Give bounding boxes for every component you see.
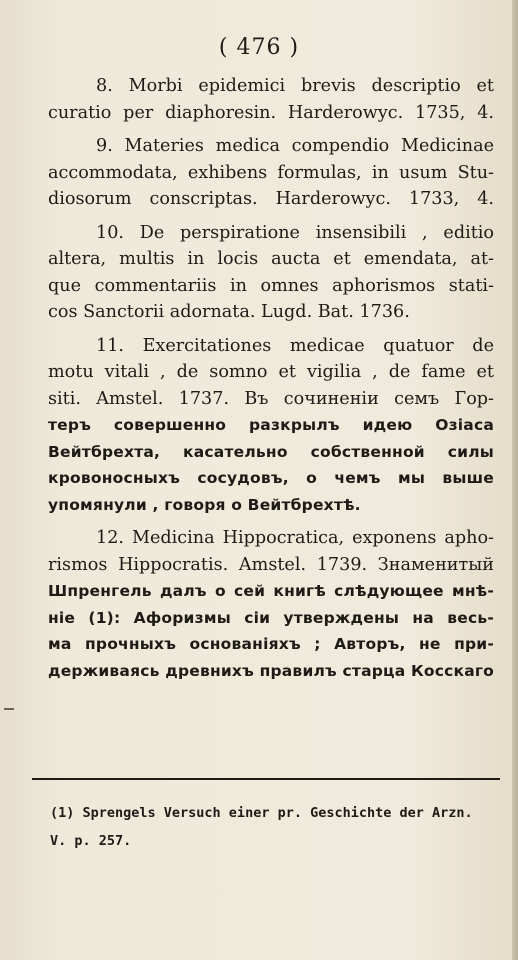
margin-mark [4, 708, 14, 710]
text-line: держиваясь древнихъ правилъ старца Косскаго [48, 661, 494, 680]
text-line: 9. Materies medica compendio Medicinae [96, 136, 494, 156]
text-line: Шпренгель далъ о сей книгѣ слѣдующее мнѣ- [48, 582, 494, 600]
text-line: кровоносныхъ сосудовъ, о чемъ мы выше [48, 469, 494, 487]
text-line: Вейтбрехта, касательно собственной силы [48, 442, 494, 461]
bibliography-entry-11 [48, 333, 494, 519]
text-line: 11. Exercitationes medicae quatuor de [96, 335, 494, 356]
text-line: que commentariis in omnes aphorismos stati- [48, 275, 494, 296]
text-line: rismos Hippocratis. Amstel. 1739. Знаменитый [48, 554, 494, 575]
footnote-line: V. p. 257. [50, 833, 132, 849]
text-line: упомянули , говоря о Вейтбрехтѣ. [48, 495, 361, 514]
bibliography-entry-12 [48, 525, 494, 684]
text-line: motu vitali , de somno et vigilia , de fame et [48, 362, 494, 382]
text-line: curatio per diaphoresin. Harderowyc. 1735, 4. [48, 102, 494, 123]
page-body [48, 73, 494, 684]
bibliography-entry-8 [48, 73, 494, 126]
text-line: 8. Morbi epidemici brevis descriptio et [96, 76, 494, 96]
text-line: ма прочныхъ основаніяхъ ; Авторъ, не при- [48, 635, 494, 653]
text-line: diosorum conscriptas. Harderowyc. 1733, 4. [48, 189, 494, 209]
bibliography-entry-9 [48, 133, 494, 213]
text-line: cos Sanctorii adornata. Lugd. Bat. 1736. [48, 302, 410, 322]
text-line: ніе (1): Афоризмы сіи утверждены на весь- [48, 608, 494, 627]
text-line: siti. Amstel. 1737. Въ сочиненіи семъ Гор- [48, 388, 494, 409]
text-line: accommodata, exhibens formulas, in usum Stu- [48, 162, 494, 183]
text-line: теръ совершенно разкрылъ идею Озіаса [48, 416, 494, 434]
text-line: altera, multis in locis aucta et emendata, at- [48, 249, 494, 269]
page-edge [512, 0, 518, 960]
text-line: 10. De perspiratione insensibili , editio [96, 222, 494, 243]
bibliography-entry-10 [48, 220, 494, 326]
footnote [50, 799, 490, 855]
footnote-divider [32, 778, 500, 780]
text-line: 12. Medicina Hippocratica, exponens apho- [96, 528, 494, 548]
footnote-line: (1) Sprengels Versuch einer pr. Geschichte der Arzn. [50, 805, 473, 821]
page-number: ( 476 ) [218, 35, 300, 60]
